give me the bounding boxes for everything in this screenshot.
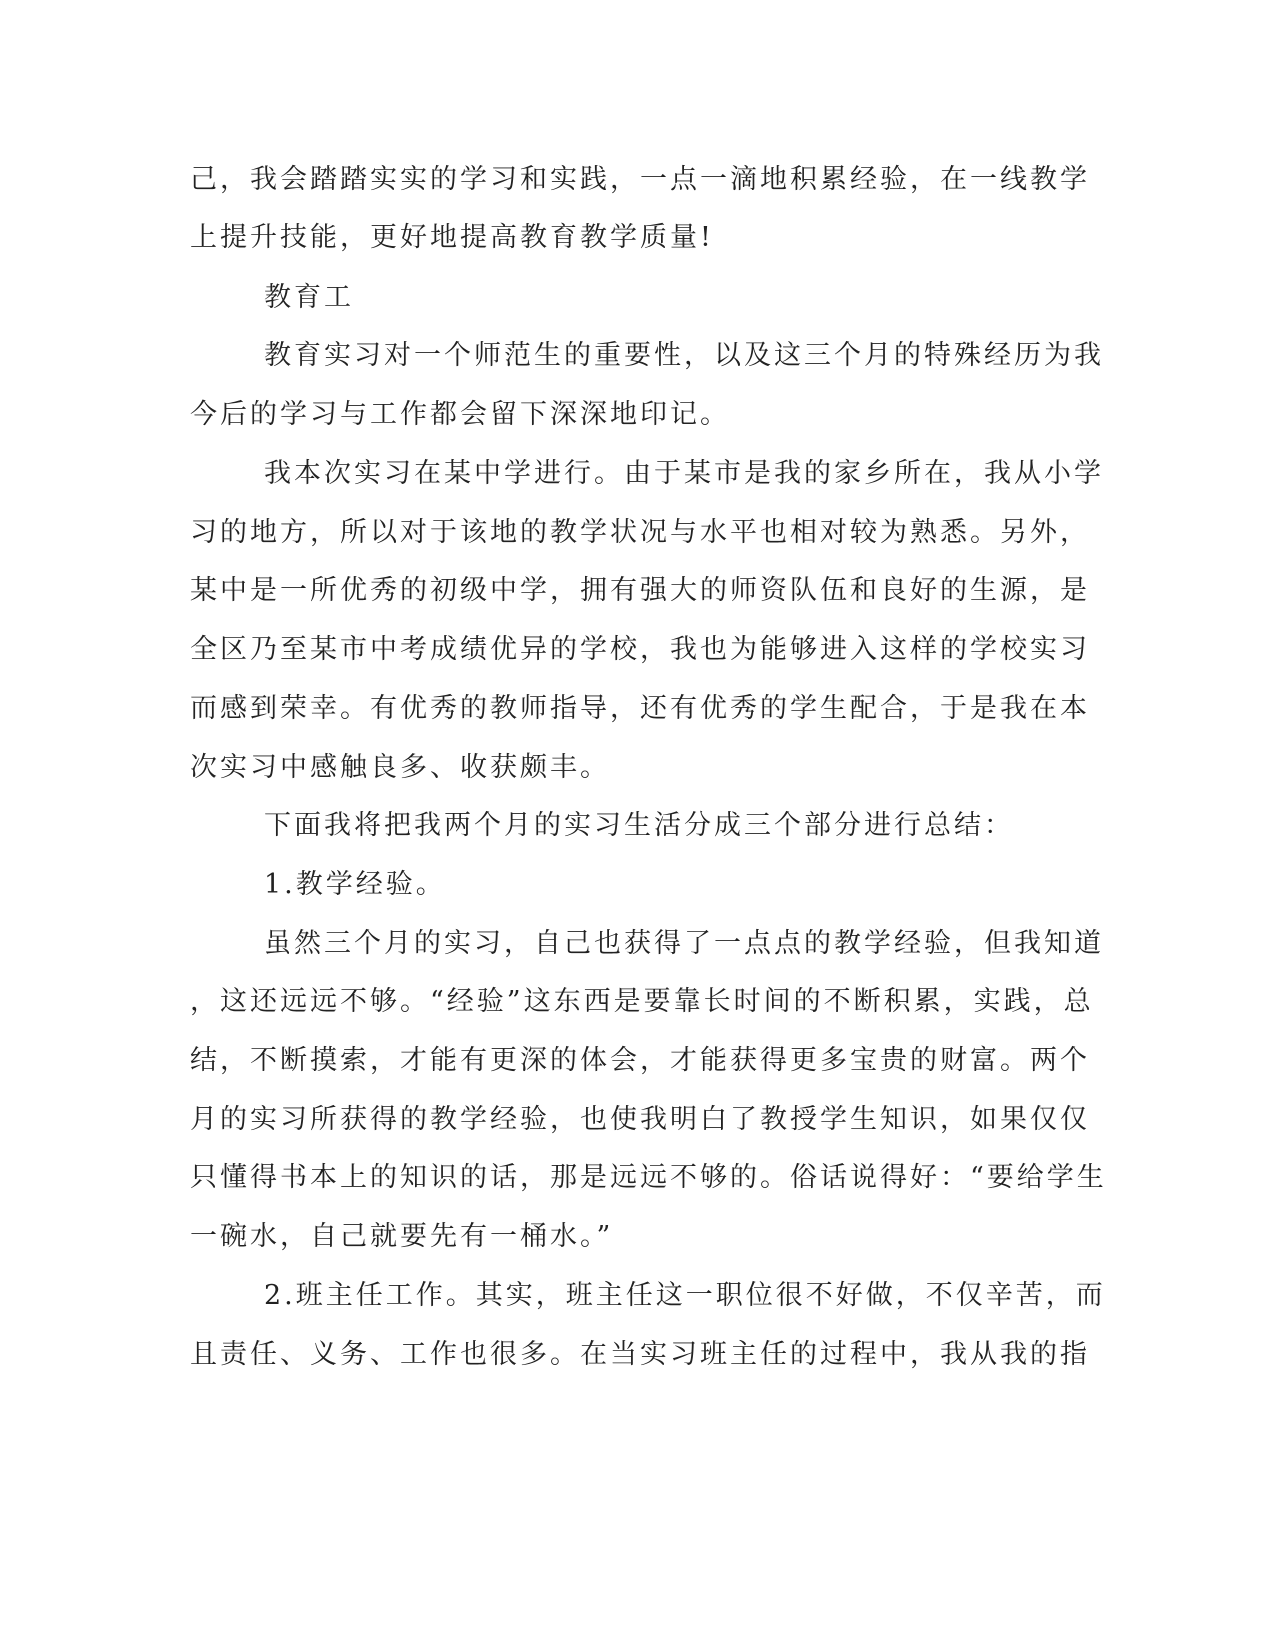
text-line: 月的实习所获得的教学经验，也使我明白了教授学生知识，如果仅仅 — [190, 1104, 1090, 1135]
text-line: 只懂得书本上的知识的话，那是远远不够的。俗话说得好：“要给学生 — [190, 1162, 1107, 1193]
text-line: 全区乃至某市中考成绩优异的学校，我也为能够进入这样的学校实习 — [190, 634, 1090, 665]
text-line: 我本次实习在某中学进行。由于某市是我的家乡所在，我从小学 — [264, 458, 1104, 489]
text-line: 上提升技能，更好地提高教育教学质量! — [190, 222, 714, 253]
section-heading: 教育工 — [264, 282, 354, 313]
text-line: 结，不断摸索，才能有更深的体会，才能获得更多宝贵的财富。两个 — [190, 1045, 1090, 1076]
text-line: 今后的学习与工作都会留下深深地印记。 — [190, 399, 730, 430]
text-line: 一碗水，自己就要先有一桶水。” — [190, 1221, 614, 1252]
text-line: 虽然三个月的实习，自己也获得了一点点的教学经验，但我知道 — [264, 928, 1104, 959]
text-line: 习的地方，所以对于该地的教学状况与水平也相对较为熟悉。另外， — [190, 517, 1090, 548]
text-line: 2.班主任工作。其实，班主任这一职位很不好做，不仅辛苦，而 — [264, 1280, 1106, 1311]
text-line: 次实习中感触良多、收获颇丰。 — [190, 752, 610, 783]
list-item-heading: 1.教学经验。 — [264, 869, 446, 900]
text-line: 教育实习对一个师范生的重要性，以及这三个月的特殊经历为我 — [264, 340, 1104, 371]
text-line: 某中是一所优秀的初级中学，拥有强大的师资队伍和良好的生源，是 — [190, 575, 1090, 606]
text-line: 己，我会踏踏实实的学习和实践，一点一滴地积累经验，在一线教学 — [190, 164, 1090, 195]
text-line: 且责任、义务、工作也很多。在当实习班主任的过程中，我从我的指 — [190, 1339, 1090, 1370]
text-line: 下面我将把我两个月的实习生活分成三个部分进行总结： — [264, 810, 1014, 841]
text-line: ，这还远远不够。“经验”这东西是要靠长时间的不断积累，实践，总 — [190, 986, 1094, 1017]
text-line: 而感到荣幸。有优秀的教师指导，还有优秀的学生配合，于是我在本 — [190, 693, 1090, 724]
